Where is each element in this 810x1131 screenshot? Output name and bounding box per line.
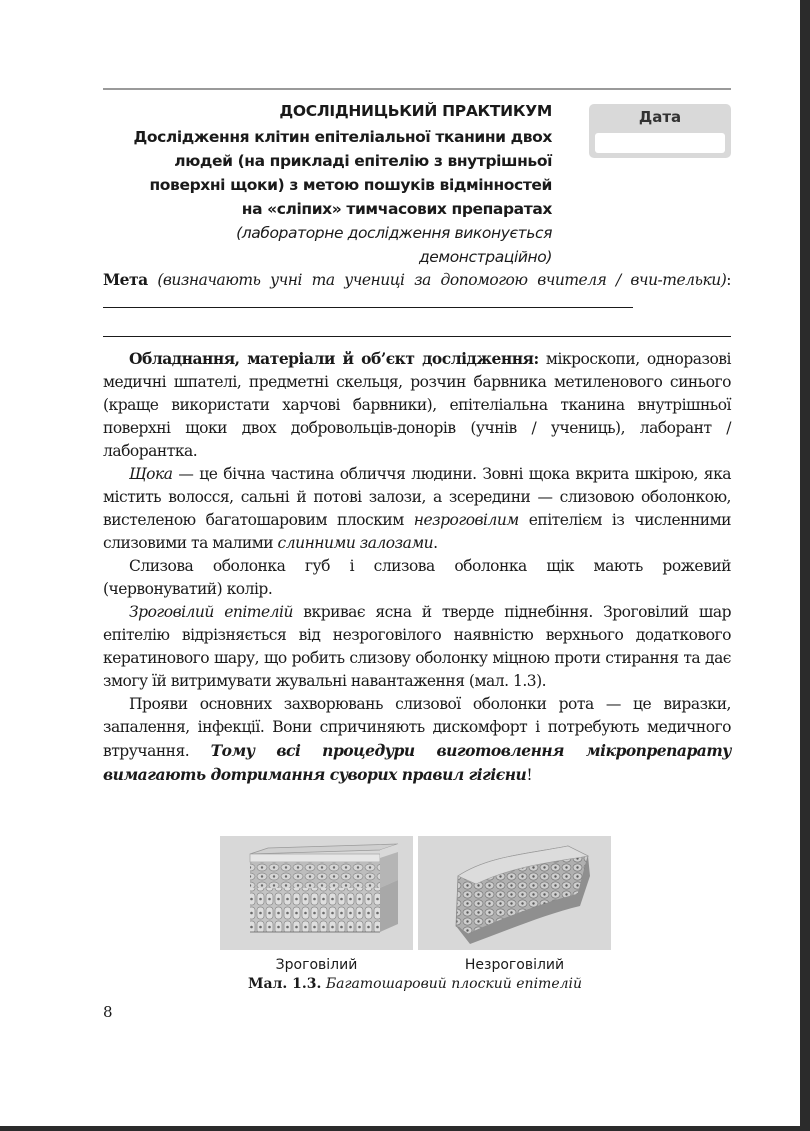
cheek-text-c: .	[433, 534, 438, 552]
paragraph-keratinized	[103, 601, 731, 693]
term-salivary-glands: слинними залозами	[277, 534, 434, 552]
date-field[interactable]	[595, 133, 725, 153]
nonkeratinized-label: Незроговілий	[464, 957, 565, 973]
equipment-text: мікроскопи, одноразові медичні шпателі, предметні скельця, розчин барвника метиленового синього (краще використати харчові барвники), епітеліальна тканина внутрішньої поверхні щоки двох добровольців-донорів (учнів / учениць), лаборант / лаборантка.	[103, 350, 731, 460]
term-keratinized: Зроговілий епітелій	[129, 603, 293, 621]
goal-answer-line-2[interactable]	[103, 336, 731, 337]
title-line: на «сліпих» тимчасових препаратах	[241, 200, 552, 218]
hygiene-warning: Тому всі процедури виготовлення мікропрепарату вимагають дотримання суворих правил гігієни	[103, 741, 731, 784]
nonkeratinized-epithelium-image	[418, 836, 611, 950]
paragraph-diseases	[103, 693, 731, 787]
note-line: демонстраційно)	[418, 248, 552, 266]
figure-caption	[200, 976, 630, 992]
keratinized-epithelium-image	[220, 836, 413, 950]
top-divider	[103, 88, 731, 90]
cheek-text-a: — це бічна частина обличчя людини. Зовні щока вкрита шкірою, яка містить волосся, сальні й потові залози, а зсередини — слизовою оболонкою, вистеленою багатошаровим плоским	[103, 465, 731, 529]
practicum-note	[100, 221, 552, 269]
date-box	[589, 104, 731, 158]
goal-label: Мета	[103, 270, 148, 289]
keratinized-text: вкриває ясна й тверде піднебіння. Зроговілий шар епітелію відрізняється від незроговілого наявністю верхнього додаткового кератинового шару, що робить слизову оболонку міцною проти стирання та дає змогу їй витримувати жувальні навантаження (мал. 1.3).	[103, 603, 731, 690]
title-line: Дослідження клітин епітеліальної тканини двох	[133, 128, 552, 146]
goal-colon: :	[726, 271, 731, 289]
date-label: Дата	[638, 108, 682, 126]
goal-paragraph	[103, 268, 731, 315]
title-line: поверхні щоки) з метою пошуків відмінностей	[149, 176, 552, 194]
goal-hint: (визначають учні та учениці за допомогою вчителя / вчи-тельки)	[157, 271, 727, 289]
diseases-end: !	[526, 766, 533, 784]
paragraph-mucosa-color: Слизова оболонка губ і слизова оболонка щік мають рожевий (червонуватий) колір.	[103, 557, 731, 598]
note-line: (лабораторне дослідження виконується	[236, 224, 552, 242]
paragraph-equipment	[103, 347, 731, 463]
title-line: людей (на прикладі епітелію з внутрішньої	[174, 152, 552, 170]
diseases-text: Прояви основних захворювань слизової оболонки рота — це виразки, запалення, інфекції. Вони спричиняють дискомфорт і потребують медичного втручання.	[103, 695, 731, 760]
keratinized-label: Зроговілий	[275, 957, 358, 973]
practicum-heading	[100, 100, 552, 269]
page-number: 8	[103, 1003, 113, 1021]
cheek-text-b: епітелієм із численними слизовими та малими	[103, 511, 731, 552]
main-text	[103, 347, 731, 787]
goal-answer-line[interactable]	[103, 293, 633, 308]
figure-title: Багатошаровий плоский епітелій	[321, 976, 583, 992]
paragraph-cheek	[103, 463, 731, 555]
practicum-label: ДОСЛІДНИЦЬКИЙ ПРАКТИКУМ	[279, 102, 552, 120]
figure-number: Мал. 1.3.	[247, 976, 322, 992]
equipment-heading: Обладнання, матеріали й об’єкт дослідження:	[129, 349, 539, 368]
term-cheek: Щока	[129, 465, 173, 483]
practicum-title	[100, 125, 552, 221]
term-nonkeratinized: незроговілим	[413, 511, 519, 529]
